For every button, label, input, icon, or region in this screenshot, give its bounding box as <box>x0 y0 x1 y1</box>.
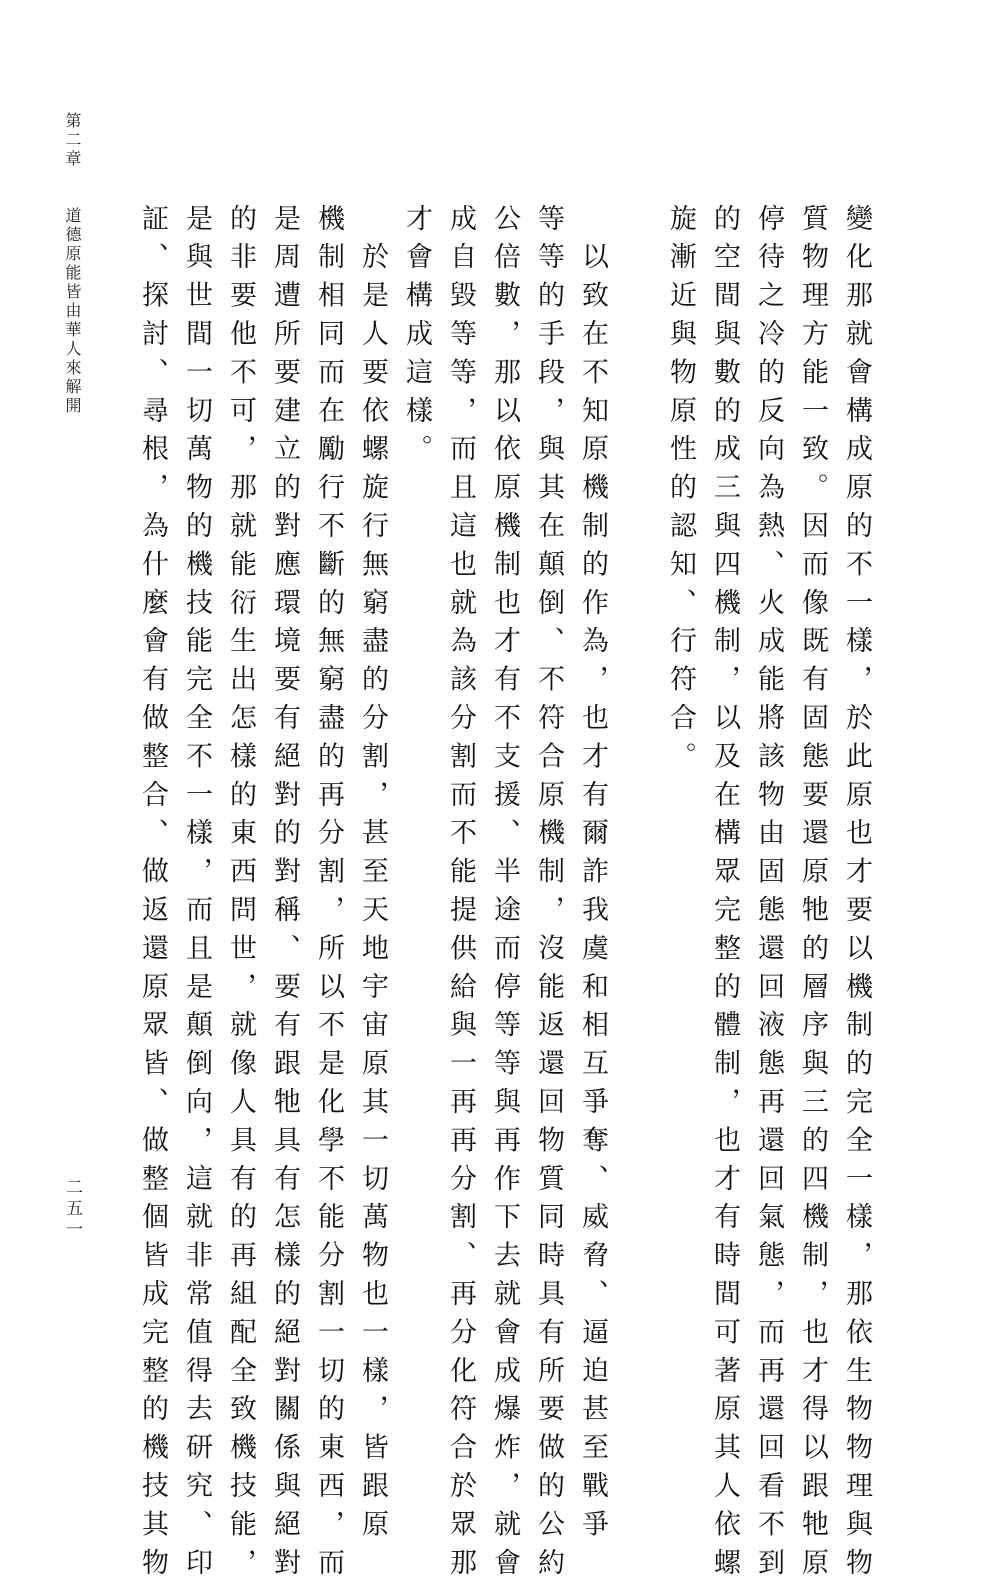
running-head: 第二章 道德原能皆由華人來解開 <box>63 112 82 416</box>
text-column: 公倍數，那以依原機制也才有不支援、半途而停等等與再作下去就會成爆炸，就會 <box>489 204 520 1586</box>
text-column: 是周遭所要建立的對應環境要有絕對的對稱、要有跟牠具有怎樣的絕對關係與絕對 <box>269 204 300 1586</box>
text-column: 是與世間一切萬物的機技能完全不一樣，而且是顛倒向，這就非常值得去研究、印 <box>181 204 212 1586</box>
text-column: 才會構成這樣。 <box>401 204 432 473</box>
text-column: 証、探討、尋根，為什麼會有做整合、做返還原眾皆、做整個皆成完整的機技其物 <box>137 204 168 1586</box>
text-column: 等等的手段，與其在顛倒、不符合原機制，沒能返還回物質同時具有所要做的公約 <box>533 204 564 1586</box>
text-column: 以致在不知原機制的作為，也才有爾詐我虞和相互爭奪、威脅、逼迫甚至戰爭 <box>577 204 608 1548</box>
text-column: 旋漸近與物原性的認知、行符合。 <box>665 204 696 780</box>
text-column: 變化那就會構成原的不一樣，於此原也才要以機制的完全一樣，那依生物物理與物 <box>841 204 872 1586</box>
page-number: 二五一 <box>62 1178 82 1241</box>
text-column: 於是人要依螺旋行無窮盡的分割，甚至天地宇宙原其一切萬物也一樣，皆跟原 <box>357 204 388 1548</box>
text-column: 機制相同而在勵行不斷的無窮盡的再分割，所以不是化學不能分割一切的東西，而 <box>313 204 344 1586</box>
text-column: 停待之冷的反向為熱、火成能將該物由固態還回液態再還回氣態，而再還回看不到 <box>753 204 784 1586</box>
text-column: 的非要他不可，那就能衍生出怎樣的東西問世，就像人具有的再組配全致機技能， <box>225 204 256 1586</box>
text-column: 質物理方能一致。因而像既有固態要還原牠的層序與三的四機制，也才得以跟牠原 <box>797 204 828 1586</box>
text-column: 的空間與數的成三與四機制，以及在構眾完整的體制，也才有時間可著原其人依螺 <box>709 204 740 1586</box>
text-column: 成自毀等等，而且這也就為該分割而不能提供給與一再再分割、再分化符合於眾那 <box>445 204 476 1586</box>
